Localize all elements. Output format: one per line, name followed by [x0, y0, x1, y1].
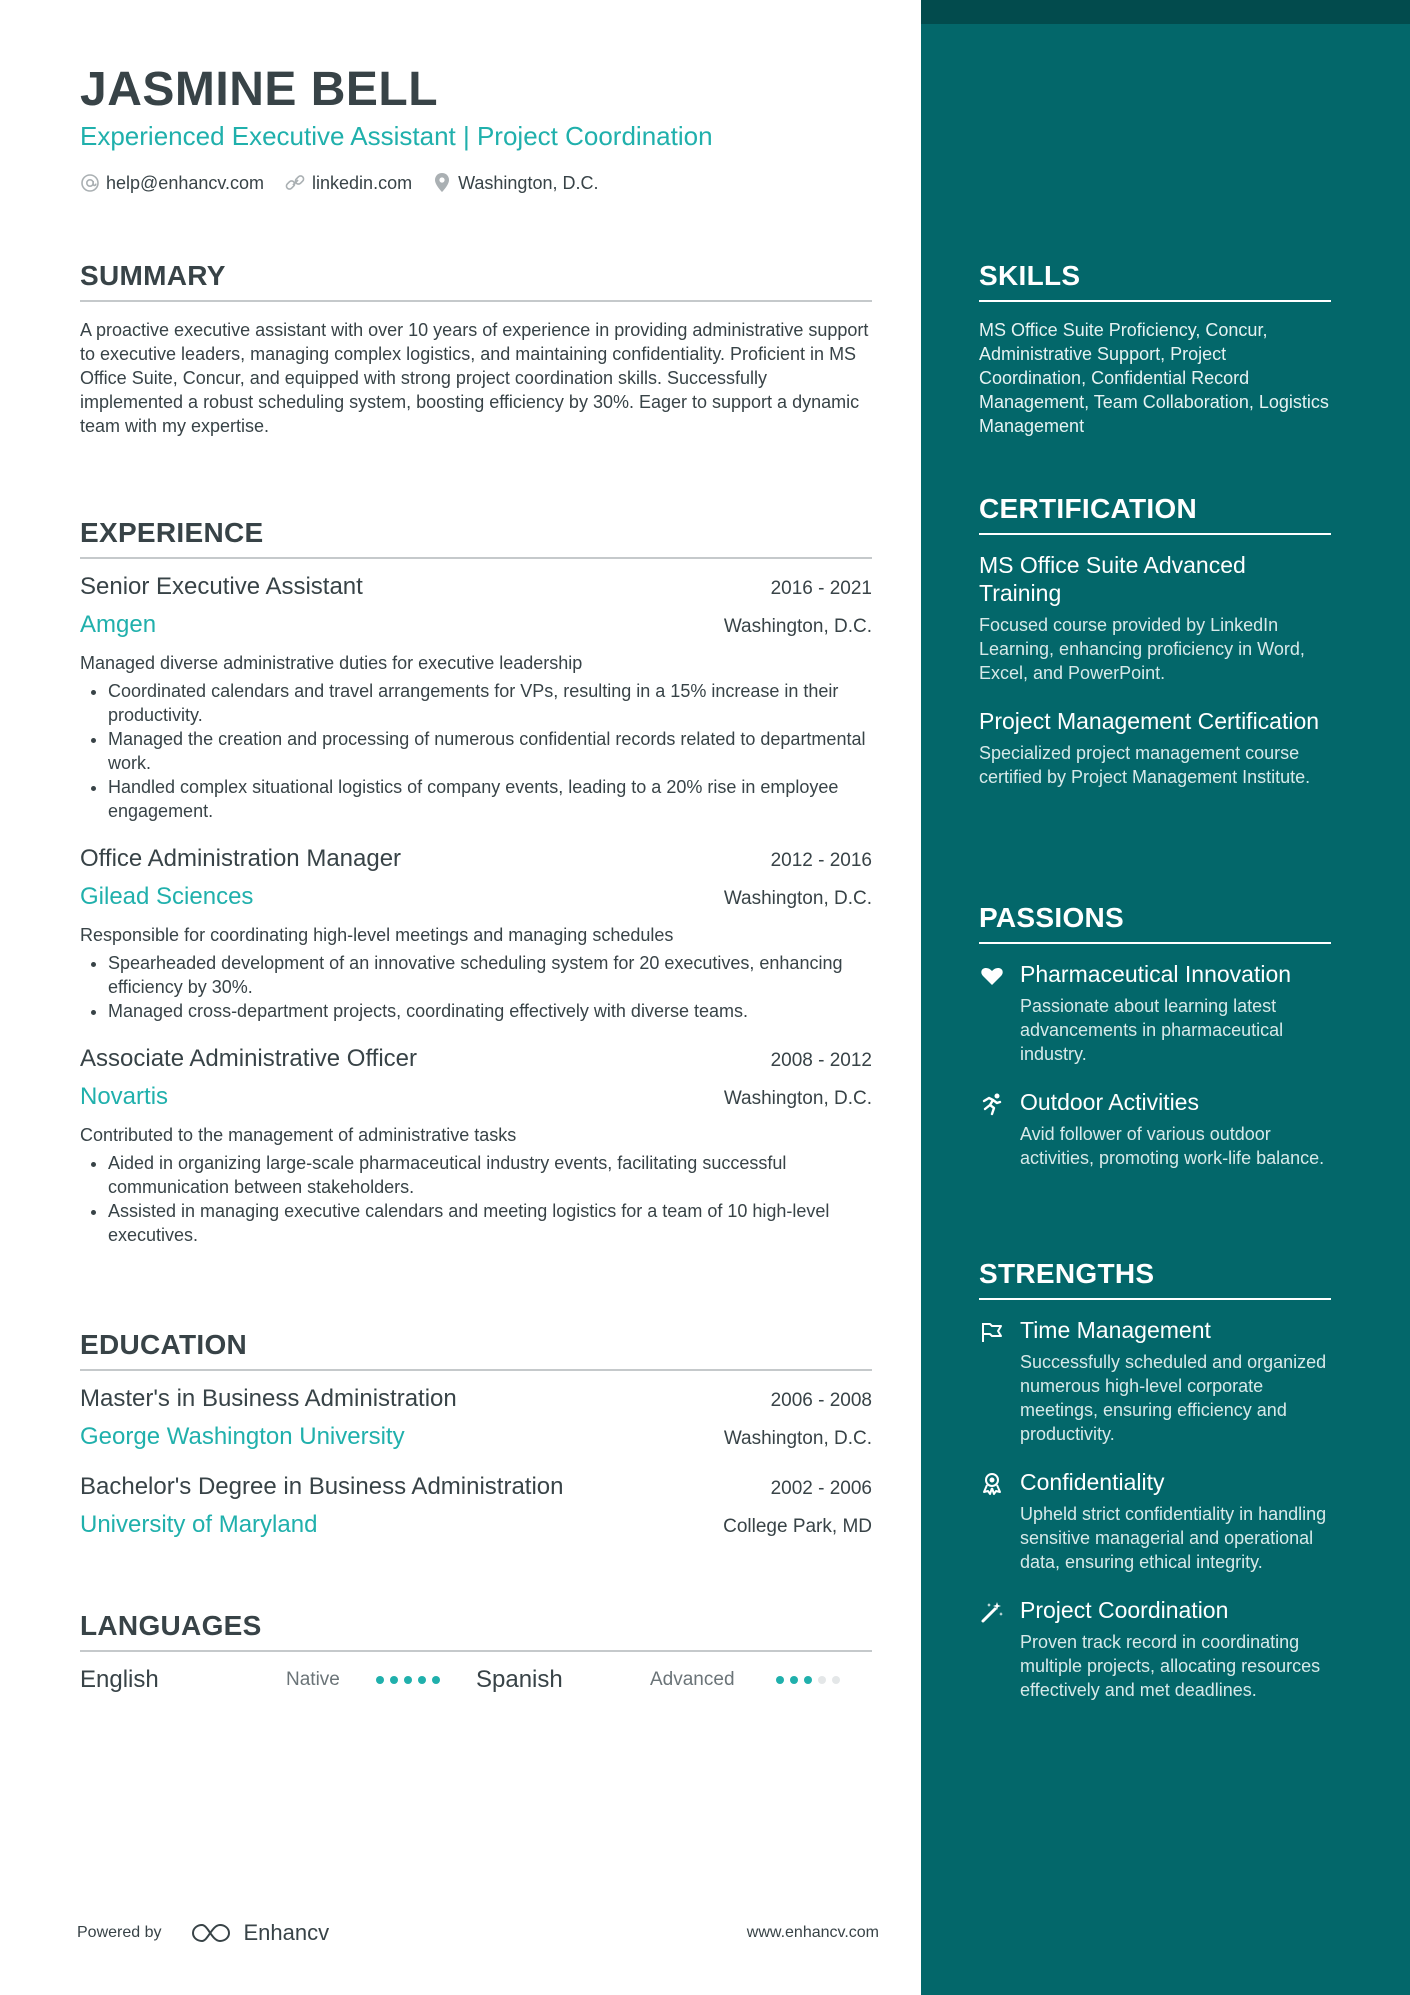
strength-title: Project Coordination — [1020, 1597, 1229, 1623]
location-text: Washington, D.C. — [458, 172, 599, 193]
languages-title: LANGUAGES — [80, 1610, 872, 1652]
sidebar-top-band — [921, 0, 1410, 24]
school-location: College Park, MD — [723, 1516, 872, 1537]
rating-dot-filled — [404, 1676, 412, 1684]
summary-section — [80, 260, 872, 438]
candidate-name: JASMINE BELL — [80, 63, 439, 116]
enhancv-logo[interactable] — [190, 1920, 330, 1946]
strength-title: Time Management — [1020, 1317, 1211, 1343]
bullet-item: • Handled complex situational logistics of company events, leading to a 20% rise in employee engagement. — [108, 775, 872, 823]
strengths-section — [979, 1258, 1331, 1702]
passion-title: Pharmaceutical Innovation — [1020, 961, 1292, 987]
certification-description: Focused course provided by LinkedIn Learning, enhancing proficiency in Word, Excel, and PowerPoint. — [979, 615, 1305, 683]
footer-brand — [77, 1920, 329, 1946]
job-location: Washington, D.C. — [723, 616, 872, 637]
experience-entry — [80, 573, 872, 823]
bullet-item: • Managed the creation and processing of numerous confidential records related to departmental work. — [108, 727, 872, 775]
language-rating — [376, 1676, 440, 1684]
job-dates: 2016 - 2021 — [770, 578, 872, 599]
passion-item — [979, 1088, 1331, 1170]
language-list — [80, 1666, 872, 1694]
bullet-item: • Managed cross-department projects, coordinating effectively with diverse teams. — [108, 999, 872, 1023]
bullet-item: • Aided in organizing large-scale pharmaceutical industry events, facilitating successful communication between stakeholders. — [108, 1151, 872, 1199]
language-item — [476, 1666, 872, 1694]
certification-title: CERTIFICATION — [979, 493, 1331, 535]
company-name[interactable]: Novartis — [80, 1083, 169, 1110]
rating-dot-filled — [432, 1676, 440, 1684]
certification-name: MS Office Suite Advanced Training — [979, 552, 1246, 606]
location-pin-icon — [432, 172, 452, 194]
email-text: help@enhancv.com — [106, 172, 265, 193]
certification-item — [979, 551, 1331, 685]
education-entry — [80, 1473, 872, 1539]
infinity-logo-icon — [190, 1921, 236, 1945]
heart-icon — [979, 964, 1005, 988]
strength-item — [979, 1596, 1331, 1702]
link-icon — [284, 173, 306, 193]
summary-title: SUMMARY — [80, 260, 872, 302]
job-title: Associate Administrative Officer — [80, 1045, 418, 1072]
passions-section — [979, 902, 1331, 1170]
experience-entry — [80, 1045, 872, 1247]
strength-item — [979, 1468, 1331, 1574]
school-name[interactable]: George Washington University — [80, 1423, 405, 1450]
language-name: English — [80, 1666, 159, 1693]
job-bullets — [80, 679, 872, 823]
degree-name: Master's in Business Administration — [80, 1385, 457, 1412]
bullet-item: • Spearheaded development of an innovative scheduling system for 20 executives, enhancing efficiency by 30%. — [108, 951, 872, 999]
strengths-title: STRENGTHS — [979, 1258, 1331, 1300]
company-name[interactable]: Amgen — [80, 611, 157, 638]
strength-item — [979, 1316, 1331, 1446]
strength-description: Successfully scheduled and organized numerous high-level corporate meetings, ensuring efficiency and productivity. — [1020, 1352, 1327, 1444]
footer-url[interactable]: www.enhancv.com — [746, 1924, 879, 1941]
job-title: Office Administration Manager — [80, 845, 402, 872]
contact-bar — [80, 172, 618, 194]
strength-description: Proven track record in coordinating multiple projects, allocating resources effectively and met deadlines. — [1020, 1632, 1321, 1700]
job-dates: 2012 - 2016 — [770, 850, 872, 871]
passion-description: Avid follower of various outdoor activities, promoting work-life balance. — [1020, 1124, 1325, 1168]
skills-section — [979, 260, 1331, 438]
language-rating — [776, 1676, 840, 1684]
language-level: Native — [286, 1669, 340, 1690]
job-location: Washington, D.C. — [723, 888, 872, 909]
education-entry — [80, 1385, 872, 1451]
job-description: Contributed to the management of administrative tasks — [80, 1125, 517, 1145]
strength-description: Upheld strict confidentiality in handling sensitive managerial and operational data, ensuring ethical integrity. — [1020, 1504, 1327, 1572]
rating-dot-filled — [390, 1676, 398, 1684]
contact-website[interactable] — [284, 173, 412, 194]
language-name: Spanish — [476, 1666, 563, 1693]
certification-section — [979, 493, 1331, 789]
passion-description: Passionate about learning latest advancements in pharmaceutical industry. — [1020, 996, 1284, 1064]
rating-dot-empty — [832, 1676, 840, 1684]
school-name[interactable]: University of Maryland — [80, 1511, 318, 1538]
school-location: Washington, D.C. — [723, 1428, 872, 1449]
skills-text: MS Office Suite Proficiency, Concur, Administrative Support, Project Coordination, Confidential Record Management, Team Collaboration, Logistics Management — [979, 320, 1329, 436]
job-bullets — [80, 1151, 872, 1247]
experience-title: EXPERIENCE — [80, 517, 872, 559]
powered-by-label: Powered by — [77, 1924, 162, 1941]
passion-title: Outdoor Activities — [1020, 1089, 1199, 1115]
education-section — [80, 1329, 872, 1539]
running-icon — [979, 1092, 1005, 1116]
rating-dot-filled — [376, 1676, 384, 1684]
magic-wand-icon — [979, 1600, 1005, 1624]
rating-dot-filled — [776, 1676, 784, 1684]
language-level: Advanced — [650, 1669, 735, 1690]
degree-name: Bachelor's Degree in Business Administration — [80, 1473, 564, 1500]
job-dates: 2008 - 2012 — [770, 1050, 872, 1071]
experience-entry — [80, 845, 872, 1023]
brand-name: Enhancv — [243, 1920, 330, 1945]
job-description: Responsible for coordinating high-level meetings and managing schedules — [80, 925, 674, 945]
headline: Experienced Executive Assistant | Project Coordination — [80, 121, 713, 151]
education-dates: 2006 - 2008 — [770, 1390, 872, 1411]
certification-description: Specialized project management course certified by Project Management Institute. — [979, 743, 1311, 787]
strength-title: Confidentiality — [1020, 1469, 1165, 1495]
flag-icon — [979, 1320, 1005, 1344]
passions-title: PASSIONS — [979, 902, 1331, 944]
job-title: Senior Executive Assistant — [80, 573, 363, 600]
languages-section — [80, 1610, 872, 1694]
job-bullets — [80, 951, 872, 1023]
skills-title: SKILLS — [979, 260, 1331, 302]
education-dates: 2002 - 2006 — [770, 1478, 872, 1499]
rating-dot-filled — [790, 1676, 798, 1684]
company-name[interactable]: Gilead Sciences — [80, 883, 254, 910]
certification-name: Project Management Certification — [979, 708, 1320, 734]
certification-item — [979, 707, 1331, 789]
rating-dot-filled — [804, 1676, 812, 1684]
bullet-item: • Coordinated calendars and travel arrangements for VPs, resulting in a 15% increase in their productivity. — [108, 679, 872, 727]
education-title: EDUCATION — [80, 1329, 872, 1371]
passion-item — [979, 960, 1331, 1066]
footer — [77, 1920, 879, 1946]
job-description: Managed diverse administrative duties for executive leadership — [80, 653, 583, 673]
summary-text: A proactive executive assistant with over 10 years of experience in providing administrative support to executive leaders, managing complex logistics, and maintaining confidentiality. Proficient in MS Office Suite, Concur, and equipped with strong project coordination skills. Successfully implemented a robust scheduling system, boosting efficiency by 30%. Eager to support a dynamic team with my expertise. — [80, 320, 869, 436]
language-item — [80, 1666, 476, 1694]
rating-dot-filled — [418, 1676, 426, 1684]
rating-dot-empty — [818, 1676, 826, 1684]
experience-section — [80, 517, 872, 1247]
bullet-item: • Assisted in managing executive calendars and meeting logistics for a team of 10 high-level executives. — [108, 1199, 872, 1247]
at-icon — [80, 173, 100, 193]
contact-email[interactable] — [80, 173, 264, 194]
award-icon — [979, 1472, 1005, 1496]
contact-location — [432, 172, 598, 194]
job-location: Washington, D.C. — [723, 1088, 872, 1109]
website-text: linkedin.com — [312, 172, 413, 193]
